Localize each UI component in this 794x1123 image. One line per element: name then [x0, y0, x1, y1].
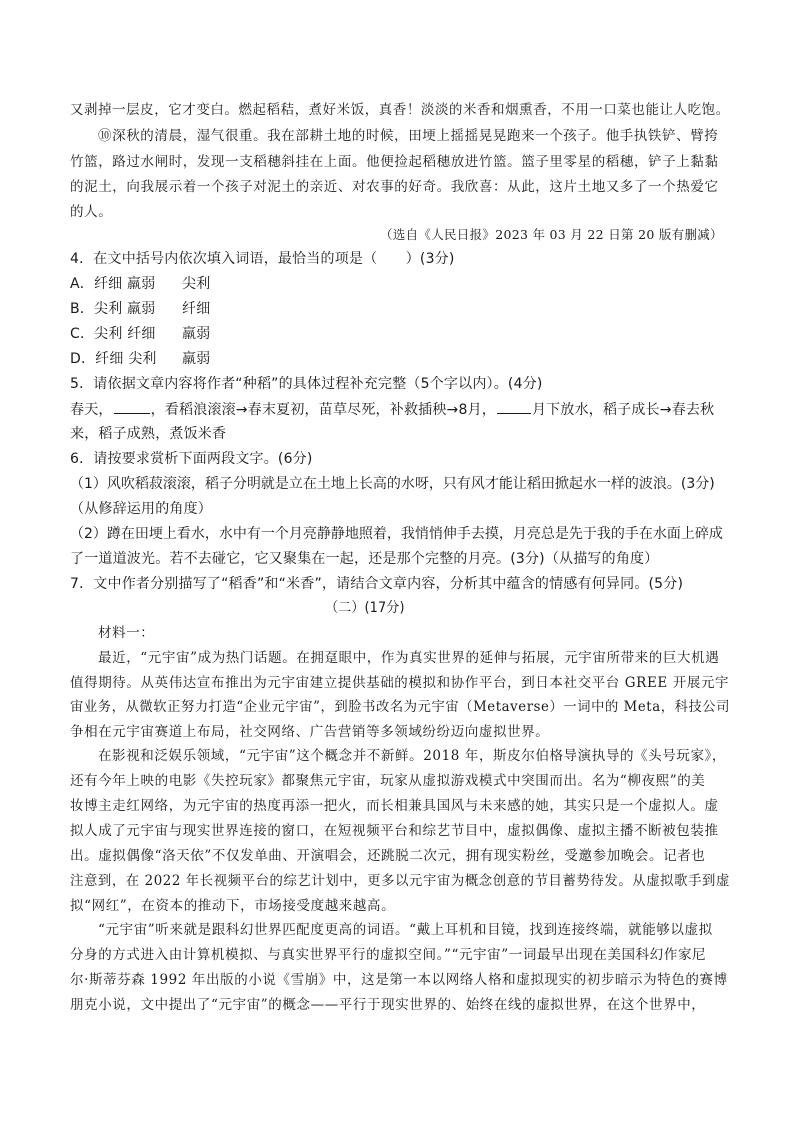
q4-option-a-label: A．纤细 羸弱: [70, 276, 156, 292]
material1-label: 材料一：: [98, 625, 155, 641]
q4-option-d-label: D．纤细 尖利: [70, 351, 157, 367]
material1-line-15: 朋克小说，文中提出了“元宇宙”的概念——平行于现实世界的、始终在线的虚拟世界，在这个世界中，: [70, 997, 706, 1013]
material1-line-8: 拟人成了元宇宙与现实世界连接的窗口，在短视频平台和综艺节目中，虚拟偶像、虚拟主播不断被包装推: [70, 823, 719, 839]
passage1-line-4: 的泥土，向我展示着一个孩子对泥土的亲近、对农事的好奇。我欣喜：从此，这片土地又多了一个热爱它: [70, 179, 719, 195]
q4-option-c-label: C．尖利 纤细: [70, 326, 156, 342]
material1-line-3: 宙业务，从微软正努力打造“企业元宇宙”，到脸书改名为元宇宙（Metaverse）一词中的 Meta，科技公司: [70, 699, 731, 715]
passage1-line-1: 又剥掉一层皮，它才变白。燃起稻秸，煮好米饭，真香！淡淡的米香和烟熏香，不用一口菜也能让人吃饱。: [70, 102, 730, 118]
q5-line-2: 来，稻子成熟，煮饭米香: [70, 426, 227, 442]
material1-line-1: 最近，“元宇宙”成为热门话题。在拥趸眼中，作为真实世界的延伸与拓展，元宇宙所带来的巨大机遇: [98, 650, 720, 666]
q4-option-b-label: B．尖利 羸弱: [70, 301, 156, 317]
q5-text-b: ，看稻浪滚滚→春末夏初，苗草尽死，补救插秧→8月，: [150, 402, 496, 418]
q5-text-a: 春天，: [70, 402, 113, 418]
passage1-source: （选自《人民日报》2023 年 03 月 22 日第 20 版有删减）: [380, 227, 723, 242]
q5-blank-1[interactable]: [114, 399, 150, 414]
q6-stem: 6．请按要求赏析下面两段文字。(6分): [70, 451, 313, 467]
material1-line-7: 妆博主走红网络，为元宇宙的热度再添一把火，而长相兼具国风与未来感的她，其实只是一个虚拟人。虚: [70, 798, 719, 814]
q6-part2-line-1: （2）蹲在田埂上看水，水中有一个月亮静静地照着，我悄悄伸手去摸，月亮总是先于我的手在水面上碎成: [70, 526, 723, 542]
material1-line-5: 在影视和泛娱乐领域，“元宇宙”这个概念并不新鲜。2018 年，斯皮尔伯格导演执导的《头号玩家》，: [98, 748, 726, 764]
q5-line-1: [70, 399, 714, 420]
q6-part1-line-2: （从修辞运用的角度）: [70, 501, 212, 517]
q5-blank-2[interactable]: [497, 399, 531, 414]
q6-part1-line-1: （1）风吹稻菽滚滚，稻子分明就是立在土地上长高的水呀，只有风才能让稻田掀起水一样的波浪。(3分): [70, 476, 715, 492]
material1-line-14: 尔·斯蒂芬森 1992 年出版的小说《雪崩》中，这是第一本以网络人格和虚拟现实的初步暗示为特色的赛博: [70, 972, 728, 988]
material1-line-12: “元宇宙”听来就是跟科幻世界匹配度更高的词语。“戴上耳机和目镜，找到连接终端，就能够以虚拟: [98, 922, 713, 938]
q7-stem: 7．文中作者分别描写了“稻香”和“米香”，请结合文章内容，分析其中蕴含的情感有何异同。(5分): [70, 576, 684, 592]
material1-line-2: 值得期待。从英伟达宣布推出为元宇宙建立提供基础的模拟和协作平台，到日本社交平台 GREE 开展元宇: [70, 675, 730, 691]
q4-option-b: [70, 299, 211, 319]
q5-text-c: 月下放水，稻子成长→春去秋: [531, 402, 715, 418]
q4-option-d: [70, 349, 211, 369]
q4-option-a-last: 尖利: [182, 276, 211, 292]
passage1-line-5: 的人。: [70, 204, 113, 220]
q4-option-b-last: 纤细: [182, 301, 211, 317]
passage1-line-2: ⑩深秋的清晨，湿气很重。我在部耕土地的时候，田埂上摇摇晃晃跑来一个孩子。他手执铁铲、臂挎: [98, 128, 719, 144]
material1-line-4: 争相在元宇宙赛道上布局，社交网络、广告营销等多领域纷纷迈向虚拟世界。: [70, 724, 550, 740]
material1-line-10: 注意到，在 2022 年长视频平台的综艺计划中，更多以元宇宙为概念创意的节目蓄势待发。从虚拟歌手到虚: [70, 873, 730, 889]
material1-line-9: 出。虚拟偶像“洛天依”不仅发单曲、开演唱会，还跳脱二次元，拥有现实粉丝，受邀参加晚会。记者也: [70, 848, 706, 864]
material1-line-13: 分身的方式进入由计算机模拟、与真实世界平行的虚拟空间。”“元宇宙”一词最早出现在美国科幻作家尼: [70, 947, 707, 963]
q6-part2-line-2: 了一道道波光。若不去碰它，它又聚集在一起，还是那个完整的月亮。(3分)（从描写的角度）: [70, 551, 659, 567]
q4-option-d-last: 羸弱: [182, 351, 211, 367]
material1-line-6: 还有今年上映的电影《失控玩家》都聚焦元宇宙，玩家从虚拟游戏模式中突围而出。名为“柳夜熙”的美: [70, 773, 706, 789]
q4-option-c: [70, 324, 211, 344]
q4-option-c-last: 羸弱: [182, 326, 211, 342]
passage1-line-3: 竹篮，路过水闸时，发现一支稻穗斜挂在上面。他便捡起稻穗放进竹篮。篮子里零星的稻穗，铲子上黏黏: [70, 154, 719, 170]
q4-option-a: [70, 274, 211, 294]
section2-heading: （二）(17分): [325, 600, 405, 616]
q5-stem: 5．请依据文章内容将作者“种稻”的具体过程补充完整（5个字以内）。(4分): [70, 376, 543, 392]
q4-stem: 4．在文中括号内依次填入词语，最恰当的项是（ ）(3分): [70, 251, 455, 267]
material1-line-11: 拟“网红”，在资本的推动下，市场接受度越来越高。: [70, 898, 396, 914]
